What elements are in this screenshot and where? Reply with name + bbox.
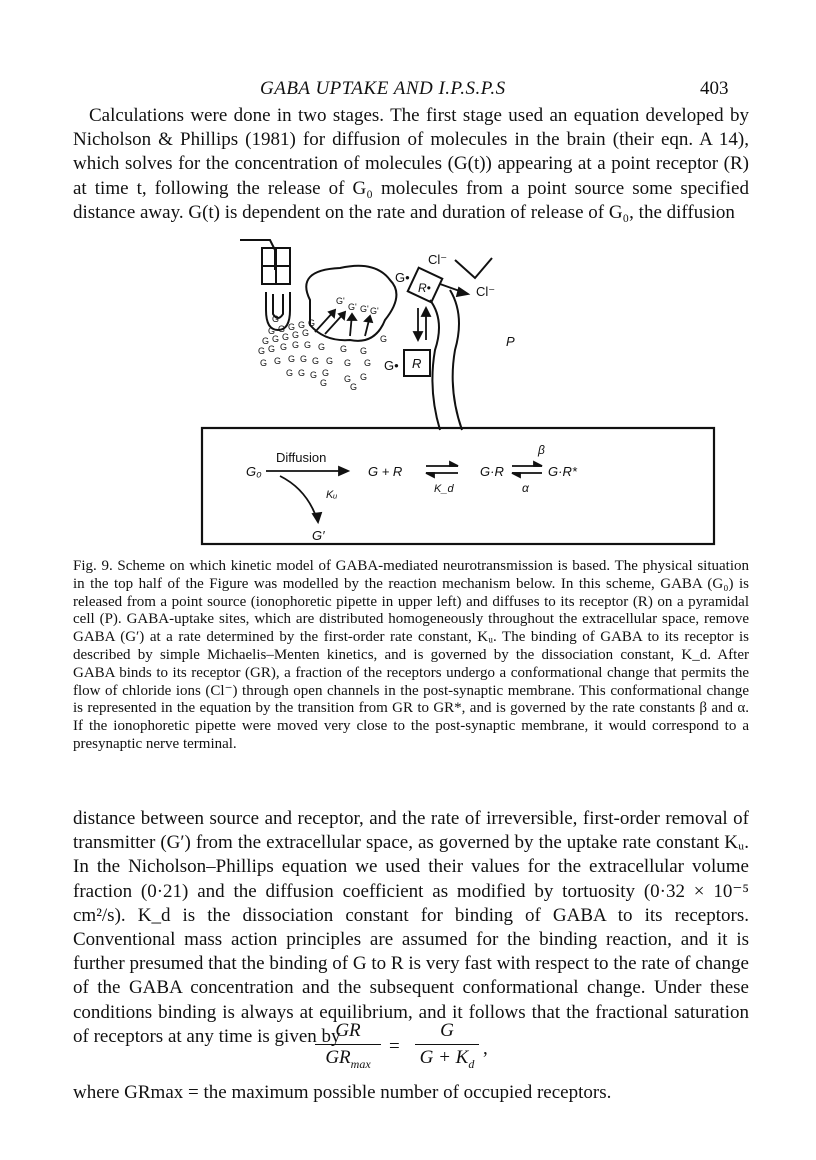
svg-text:G: G <box>322 368 330 378</box>
ionophoretic-pipette <box>240 240 290 330</box>
r-label: R <box>412 356 422 371</box>
svg-text:G: G <box>300 354 308 364</box>
reaction-scheme-box <box>202 428 714 544</box>
svg-text:G: G <box>280 342 288 352</box>
svg-text:G: G <box>268 326 276 336</box>
g-prime-label: G′ <box>312 528 325 543</box>
cl-right-label: Cl⁻ <box>476 284 496 299</box>
g-r-star-label: G·R* <box>548 464 577 479</box>
cl-top-label: Cl⁻ <box>428 252 448 267</box>
kinetic-scheme-diagram <box>200 230 730 550</box>
ku-label: Kᵤ <box>326 489 338 501</box>
svg-text:G: G <box>364 358 372 368</box>
svg-text:G: G <box>344 358 352 368</box>
svg-text:G: G <box>304 340 312 350</box>
figure-9 <box>200 230 730 550</box>
g-plus-r-label: G + R <box>368 464 403 479</box>
svg-text:G: G <box>318 342 326 352</box>
svg-text:G: G <box>288 322 296 332</box>
rhs-sub: d <box>468 1056 475 1071</box>
g-r-label: G·R <box>480 464 504 479</box>
svg-text:G: G <box>308 318 316 328</box>
svg-text:G: G <box>326 356 334 366</box>
svg-text:G': G' <box>370 306 379 316</box>
g-dot-label: G• <box>384 358 399 373</box>
p-label: P <box>506 334 515 349</box>
svg-text:G: G <box>340 344 348 354</box>
svg-text:G: G <box>344 374 352 384</box>
svg-text:G: G <box>380 334 388 344</box>
svg-text:G: G <box>272 314 280 324</box>
paragraph-1: Calculations were done in two stages. The first stage used an equation developed by Nicholson & Phillips (1981) for diffusion of molecules in the brain (their eqn. A 14), which solves for the concentration of molecules (G(t)) appearing at a point receptor (R) at time t, following the release of G₀ molecules from a point source some specified distance away. G(t) is dependent on the rate and duration of release of G₀, the diffusion <box>73 105 749 223</box>
lhs-fraction <box>315 1020 381 1072</box>
svg-text:G: G <box>298 320 306 330</box>
pyramidal-cell-membrane <box>430 300 440 430</box>
rhs-denominator: $G + K_d$ <box>419 1047 475 1071</box>
lhs-numerator: GR <box>335 1020 361 1041</box>
svg-text:G: G <box>286 368 294 378</box>
lhs-sub: max <box>350 1056 371 1071</box>
g0-label: G₀ <box>246 464 262 479</box>
svg-text:G: G <box>320 378 328 388</box>
svg-text:G: G <box>292 340 300 350</box>
rhs-fraction <box>415 1020 479 1072</box>
kd-label: K_d <box>434 483 454 495</box>
equation-comma: , <box>483 1038 488 1059</box>
svg-text:G: G <box>258 346 266 356</box>
beta-label: β <box>538 443 545 457</box>
svg-text:G': G' <box>348 302 357 312</box>
svg-text:G': G' <box>360 304 369 314</box>
svg-text:G: G <box>272 334 280 344</box>
svg-text:G: G <box>282 332 290 342</box>
paragraph-2: distance between source and receptor, and the rate of irreversible, first-order removal of transmitter (G′) from the extracellular space, as governed by the uptake rate constant Kᵤ. In the Nicholson–Phillips equation we used their values for the extracellular volume fraction (0·21) and the diffusion coefficient as modified by tortuosity (0·32 × 10⁻⁵ cm²/s). K_d is the dissociation constant for binding of GABA to its receptors. Conventional mass action principles are assumed for the binding reaction, and it is further presumed that the binding of G to R is very fast with respect to the rate of change of the GABA concentration and the subsequent conformational change. Under these conditions binding is always at equilibrium, and it follows that the fractional saturation of receptors at any time is given by <box>73 808 749 1047</box>
svg-text:G: G <box>292 330 300 340</box>
svg-text:G: G <box>262 336 270 346</box>
svg-text:G: G <box>274 356 282 366</box>
running-title: GABA UPTAKE AND I.P.S.P.S <box>260 78 506 99</box>
svg-text:G: G <box>312 356 320 366</box>
svg-text:G: G <box>260 358 268 368</box>
g-star-label: G• <box>395 270 410 285</box>
page-header <box>0 78 816 102</box>
r-star-label: R• <box>418 281 431 295</box>
svg-text:G: G <box>278 324 286 334</box>
alpha-label: α <box>522 481 529 495</box>
svg-text:G: G <box>350 382 358 392</box>
svg-text:G': G' <box>336 296 345 306</box>
svg-text:G: G <box>268 344 276 354</box>
paragraph-3: where GRmax = the maximum possible number of occupied receptors. <box>73 1082 612 1103</box>
svg-text:G: G <box>310 370 318 380</box>
saturation-equation <box>315 1020 555 1076</box>
svg-text:G: G <box>360 346 368 356</box>
figure-caption: Fig. 9. Scheme on which kinetic model of GABA-mediated neurotransmission is based. The physical situation in the top half of the Figure was modelled by the reaction mechanism below. In this scheme, GABA (G₀) is released from a point source (ionophoretic pipette in upper left) and diffuses to its receptor (R) on a pyramidal cell (P). GABA-uptake sites, which are distributed homogeneously throughout the extracellular space, remove GABA (G′) at a rate determined by the first-order rate constant, Kᵤ. The binding of GABA to its receptor is described by simple Michaelis–Menten kinetics, and is governed by the dissociation constant, K_d. After GABA binds to its receptor (GR), a fraction of the receptors undergo a conformational change that permits the flow of chloride ions (Cl⁻) through open channels in the post-synaptic membrane. This conformational change is represented in the equation by the transition from GR to GR*, and is governed by the rate constants β and α. If the ionophoretic pipette were moved very close to the post-synaptic membrane, it would correspond to a presynaptic nerve terminal. <box>73 558 749 752</box>
lhs-denominator: $GR_{max}$ <box>325 1047 371 1071</box>
svg-text:G: G <box>298 368 306 378</box>
svg-text:G: G <box>288 354 296 364</box>
equals-sign: = <box>389 1036 400 1057</box>
svg-text:G: G <box>302 328 310 338</box>
page-number: 403 <box>700 78 729 99</box>
rhs-numerator: G <box>440 1020 454 1041</box>
gaba-molecules <box>258 296 387 392</box>
svg-text:G: G <box>360 372 368 382</box>
diffusion-label: Diffusion <box>276 450 327 465</box>
